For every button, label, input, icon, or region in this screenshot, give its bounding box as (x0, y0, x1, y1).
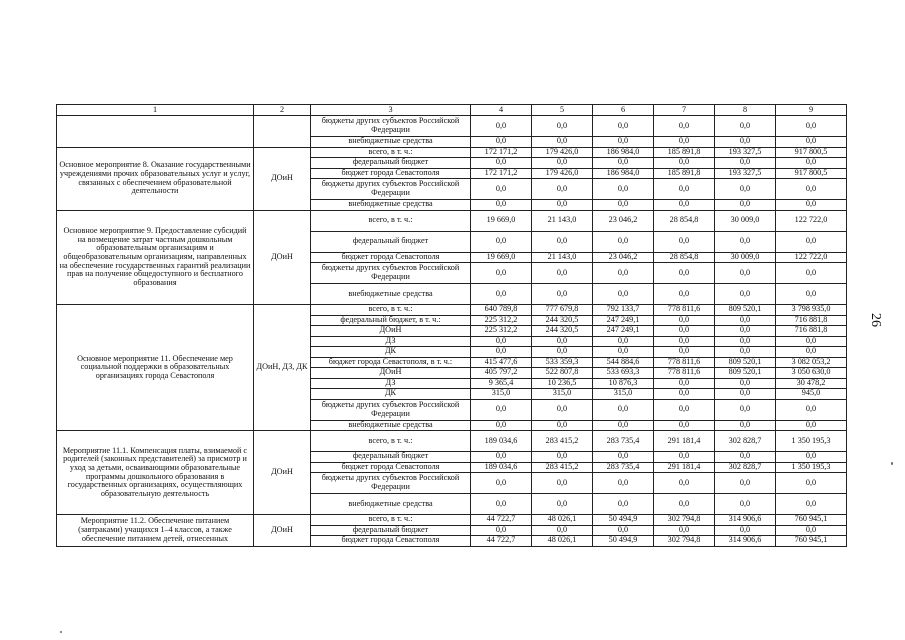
funding-source: ДОиН (311, 326, 471, 337)
year-value: 0,0 (654, 420, 715, 431)
year-value: 0,0 (715, 336, 776, 347)
year-value: 21 143,0 (532, 252, 593, 263)
activity-name: Основное мероприятие 9. Предоставление субсидий на возмещение затрат частным дошкольным образовательным организациям и общеобразовательным организациям, направленных на обеспечение государственных гарантий реализации прав на получение общедоступного и бесплатного образования (57, 210, 254, 305)
funding-source: бюджеты других субъектов Российской Федерации (311, 263, 471, 284)
year-value: 0,0 (593, 420, 654, 431)
year-value: 0,0 (471, 452, 532, 463)
year-value: 0,0 (471, 336, 532, 347)
year-value: 0,0 (593, 263, 654, 284)
funding-source: ДЗ (311, 336, 471, 347)
total-value: 3 082 053,2 (776, 357, 847, 368)
year-value: 778 811,6 (654, 357, 715, 368)
funding-source: бюджеты других субъектов Российской Федерации (311, 473, 471, 494)
year-value: 0,0 (593, 231, 654, 252)
year-value: 23 046,2 (593, 210, 654, 231)
funding-source: всего, в т. ч.: (311, 210, 471, 231)
year-value: 0,0 (471, 399, 532, 420)
total-value: 716 881,8 (776, 315, 847, 326)
table-row (57, 431, 847, 452)
year-value: 0,0 (471, 231, 532, 252)
year-value: 0,0 (471, 158, 532, 169)
year-value: 10 876,3 (593, 378, 654, 389)
total-value: 0,0 (776, 420, 847, 431)
funding-source: ДОиН (311, 368, 471, 379)
year-value: 809 520,1 (715, 357, 776, 368)
year-value: 777 679,8 (532, 305, 593, 316)
funding-source: ДК (311, 347, 471, 358)
budget-table (56, 104, 847, 547)
year-value: 185 891,8 (654, 147, 715, 158)
year-value: 0,0 (532, 158, 593, 169)
year-value: 0,0 (715, 389, 776, 400)
activity-name: Мероприятие 11.2. Обеспечение питанием (завтраками) учащихся 1–4 классов, а также обеспечение питанием детей, отнесенных (57, 515, 254, 547)
total-value: 0,0 (776, 116, 847, 137)
year-value: 0,0 (654, 231, 715, 252)
year-value: 0,0 (532, 263, 593, 284)
funding-source: бюджет города Севастополя (311, 462, 471, 473)
year-value: 283 735,4 (593, 462, 654, 473)
total-value: 917 800,5 (776, 147, 847, 158)
year-value: 0,0 (532, 116, 593, 137)
year-value: 0,0 (715, 137, 776, 148)
year-value: 0,0 (654, 200, 715, 211)
year-value: 0,0 (715, 116, 776, 137)
year-value: 0,0 (532, 525, 593, 536)
year-value: 0,0 (715, 347, 776, 358)
year-value: 522 807,8 (532, 368, 593, 379)
year-value: 315,0 (593, 389, 654, 400)
year-value: 0,0 (654, 378, 715, 389)
year-value: 533 359,3 (532, 357, 593, 368)
page-number: 26 (868, 313, 883, 327)
total-value: 760 945,1 (776, 515, 847, 526)
year-value: 792 133,7 (593, 305, 654, 316)
year-value: 179 426,0 (532, 168, 593, 179)
table-row (57, 147, 847, 158)
year-value: 244 320,5 (532, 315, 593, 326)
year-value: 189 034,6 (471, 431, 532, 452)
year-value: 30 009,0 (715, 210, 776, 231)
header-cell: 8 (715, 105, 776, 116)
header-cell: 9 (776, 105, 847, 116)
year-value: 30 009,0 (715, 252, 776, 263)
year-value: 0,0 (715, 231, 776, 252)
year-value: 0,0 (593, 137, 654, 148)
year-value: 19 669,0 (471, 210, 532, 231)
funding-source: всего, в т. ч.: (311, 431, 471, 452)
table-row (57, 210, 847, 231)
year-value: 0,0 (471, 473, 532, 494)
activity-name: Основное мероприятие 11. Обеспечение мер социальной поддержки в образовательных организациях города Севастополя (57, 305, 254, 431)
funding-source: внебюджетные средства (311, 200, 471, 211)
year-value: 244 320,5 (532, 326, 593, 337)
year-value: 405 797,2 (471, 368, 532, 379)
funding-source: бюджеты других субъектов Российской Федерации (311, 116, 471, 137)
year-value: 0,0 (715, 525, 776, 536)
total-value: 0,0 (776, 336, 847, 347)
year-value: 0,0 (654, 473, 715, 494)
total-value: 3 050 630,0 (776, 368, 847, 379)
year-value: 0,0 (471, 494, 532, 515)
total-value: 3 798 935,0 (776, 305, 847, 316)
year-value: 0,0 (593, 347, 654, 358)
year-value: 0,0 (593, 473, 654, 494)
year-value: 48 026,1 (532, 515, 593, 526)
year-value: 247 249,1 (593, 326, 654, 337)
year-value: 186 984,0 (593, 168, 654, 179)
year-value: 0,0 (471, 263, 532, 284)
year-value: 0,0 (471, 347, 532, 358)
year-value: 0,0 (532, 452, 593, 463)
funding-source: федеральный бюджет (311, 452, 471, 463)
year-value: 0,0 (654, 158, 715, 169)
activity-name (57, 116, 254, 148)
total-value: 0,0 (776, 231, 847, 252)
year-value: 0,0 (593, 284, 654, 305)
year-value: 640 789,8 (471, 305, 532, 316)
funding-source: внебюджетные средства (311, 494, 471, 515)
year-value: 0,0 (593, 116, 654, 137)
year-value: 19 669,0 (471, 252, 532, 263)
year-value: 10 236,5 (532, 378, 593, 389)
year-value: 172 171,2 (471, 168, 532, 179)
year-value: 283 415,2 (532, 462, 593, 473)
year-value: 314 906,6 (715, 515, 776, 526)
funding-source: федеральный бюджет, в т. ч.: (311, 315, 471, 326)
year-value: 0,0 (654, 336, 715, 347)
funding-source: всего, в т. ч.: (311, 147, 471, 158)
year-value: 0,0 (532, 284, 593, 305)
funding-source: внебюджетные средства (311, 420, 471, 431)
responsible-executor: ДОиН (254, 147, 311, 210)
total-value: 0,0 (776, 137, 847, 148)
funding-source: всего, в т. ч.: (311, 305, 471, 316)
header-cell: 4 (471, 105, 532, 116)
funding-source: ДЗ (311, 378, 471, 389)
year-value: 0,0 (471, 200, 532, 211)
year-value: 0,0 (532, 420, 593, 431)
year-value: 0,0 (715, 452, 776, 463)
year-value: 50 494,9 (593, 536, 654, 547)
year-value: 0,0 (654, 263, 715, 284)
total-value: 122 722,0 (776, 210, 847, 231)
year-value: 778 811,6 (654, 368, 715, 379)
total-value: 716 881,8 (776, 326, 847, 337)
year-value: 189 034,6 (471, 462, 532, 473)
responsible-executor (254, 116, 311, 148)
funding-source: внебюджетные средства (311, 137, 471, 148)
year-value: 0,0 (715, 378, 776, 389)
year-value: 0,0 (471, 137, 532, 148)
total-value: 917 800,5 (776, 168, 847, 179)
year-value: 283 415,2 (532, 431, 593, 452)
year-value: 50 494,9 (593, 515, 654, 526)
year-value: 302 828,7 (715, 462, 776, 473)
year-value: 0,0 (715, 494, 776, 515)
year-value: 0,0 (654, 494, 715, 515)
header-cell: 6 (593, 105, 654, 116)
year-value: 0,0 (654, 326, 715, 337)
year-value: 0,0 (593, 525, 654, 536)
year-value: 0,0 (654, 525, 715, 536)
responsible-executor: ДОиН (254, 431, 311, 515)
header-cell: 7 (654, 105, 715, 116)
year-value: 0,0 (715, 473, 776, 494)
funding-source: бюджеты других субъектов Российской Федерации (311, 399, 471, 420)
header-cell: 1 (57, 105, 254, 116)
year-value: 302 828,7 (715, 431, 776, 452)
year-value: 0,0 (593, 399, 654, 420)
table-row (57, 305, 847, 316)
year-value: 9 365,4 (471, 378, 532, 389)
funding-source: бюджет города Севастополя (311, 252, 471, 263)
year-value: 0,0 (593, 179, 654, 200)
total-value: 1 350 195,3 (776, 462, 847, 473)
year-value: 0,0 (471, 116, 532, 137)
total-value: 0,0 (776, 284, 847, 305)
responsible-executor: ДОиН (254, 515, 311, 547)
funding-source: всего, в т. ч.: (311, 515, 471, 526)
funding-source: внебюджетные средства (311, 284, 471, 305)
year-value: 23 046,2 (593, 252, 654, 263)
funding-source: бюджет города Севастополя, в т. ч.: (311, 357, 471, 368)
year-value: 0,0 (654, 179, 715, 200)
year-value: 315,0 (532, 389, 593, 400)
year-value: 0,0 (532, 137, 593, 148)
year-value: 0,0 (654, 399, 715, 420)
year-value: 0,0 (532, 399, 593, 420)
total-value: 1 350 195,3 (776, 431, 847, 452)
year-value: 0,0 (593, 452, 654, 463)
responsible-executor: ДОиН (254, 210, 311, 305)
funding-source: ДК (311, 389, 471, 400)
header-cell: 5 (532, 105, 593, 116)
year-value: 291 181,4 (654, 462, 715, 473)
funding-source: федеральный бюджет (311, 158, 471, 169)
year-value: 0,0 (532, 231, 593, 252)
header-row (57, 105, 847, 116)
year-value: 778 811,6 (654, 305, 715, 316)
year-value: 0,0 (715, 326, 776, 337)
scan-speck (60, 631, 62, 633)
total-value: 760 945,1 (776, 536, 847, 547)
year-value: 0,0 (532, 336, 593, 347)
year-value: 0,0 (715, 158, 776, 169)
year-value: 247 249,1 (593, 315, 654, 326)
year-value: 225 312,2 (471, 326, 532, 337)
total-value: 0,0 (776, 452, 847, 463)
total-value: 0,0 (776, 200, 847, 211)
year-value: 0,0 (654, 137, 715, 148)
funding-source: бюджеты других субъектов Российской Федерации (311, 179, 471, 200)
responsible-executor: ДОиН, ДЗ, ДК (254, 305, 311, 431)
year-value: 172 171,2 (471, 147, 532, 158)
table-row (57, 515, 847, 526)
total-value: 0,0 (776, 179, 847, 200)
year-value: 533 693,3 (593, 368, 654, 379)
year-value: 291 181,4 (654, 431, 715, 452)
header-cell: 3 (311, 105, 471, 116)
total-value: 122 722,0 (776, 252, 847, 263)
year-value: 283 735,4 (593, 431, 654, 452)
year-value: 225 312,2 (471, 315, 532, 326)
year-value: 809 520,1 (715, 305, 776, 316)
year-value: 179 426,0 (532, 147, 593, 158)
total-value: 0,0 (776, 263, 847, 284)
year-value: 0,0 (654, 389, 715, 400)
year-value: 0,0 (654, 284, 715, 305)
total-value: 0,0 (776, 525, 847, 536)
year-value: 0,0 (532, 200, 593, 211)
year-value: 0,0 (532, 494, 593, 515)
total-value: 945,0 (776, 389, 847, 400)
year-value: 302 794,8 (654, 515, 715, 526)
year-value: 21 143,0 (532, 210, 593, 231)
year-value: 544 884,6 (593, 357, 654, 368)
year-value: 0,0 (715, 399, 776, 420)
year-value: 0,0 (471, 525, 532, 536)
year-value: 0,0 (532, 179, 593, 200)
year-value: 0,0 (593, 494, 654, 515)
year-value: 28 854,8 (654, 210, 715, 231)
year-value: 185 891,8 (654, 168, 715, 179)
year-value: 314 906,6 (715, 536, 776, 547)
year-value: 0,0 (471, 284, 532, 305)
funding-source: федеральный бюджет (311, 231, 471, 252)
year-value: 302 794,8 (654, 536, 715, 547)
year-value: 0,0 (715, 179, 776, 200)
year-value: 186 984,0 (593, 147, 654, 158)
funding-source: бюджет города Севастополя (311, 536, 471, 547)
year-value: 0,0 (715, 263, 776, 284)
activity-name: Основное мероприятие 8. Оказание государственными учреждениями прочих образовательных услуг и услуг, связанных с обеспечением образовательной деятельности (57, 147, 254, 210)
total-value: 0,0 (776, 347, 847, 358)
table-row (57, 116, 847, 137)
year-value: 0,0 (715, 284, 776, 305)
year-value: 315,0 (471, 389, 532, 400)
year-value: 0,0 (654, 315, 715, 326)
activity-name: Мероприятие 11.1. Компенсация платы, взимаемой с родителей (законных представителей) за присмотр и уход за детьми, осваивающими образовательные программы дошкольного образования в государственных организациях, осуществляющих образовательную деятельность (57, 431, 254, 515)
total-value: 0,0 (776, 473, 847, 494)
year-value: 0,0 (654, 116, 715, 137)
year-value: 0,0 (593, 158, 654, 169)
total-value: 0,0 (776, 158, 847, 169)
year-value: 0,0 (471, 179, 532, 200)
year-value: 0,0 (715, 315, 776, 326)
year-value: 0,0 (654, 452, 715, 463)
year-value: 0,0 (654, 347, 715, 358)
year-value: 0,0 (593, 200, 654, 211)
year-value: 28 854,8 (654, 252, 715, 263)
year-value: 193 327,5 (715, 168, 776, 179)
total-value: 30 478,2 (776, 378, 847, 389)
year-value: 415 477,6 (471, 357, 532, 368)
year-value: 0,0 (715, 200, 776, 211)
year-value: 0,0 (593, 336, 654, 347)
year-value: 0,0 (532, 473, 593, 494)
total-value: 0,0 (776, 494, 847, 515)
year-value: 44 722,7 (471, 515, 532, 526)
year-value: 0,0 (715, 420, 776, 431)
funding-source: федеральный бюджет (311, 525, 471, 536)
year-value: 44 722,7 (471, 536, 532, 547)
scan-speck (891, 462, 893, 465)
header-cell: 2 (254, 105, 311, 116)
year-value: 0,0 (471, 420, 532, 431)
year-value: 0,0 (532, 347, 593, 358)
funding-source: бюджет города Севастополя (311, 168, 471, 179)
year-value: 48 026,1 (532, 536, 593, 547)
total-value: 0,0 (776, 399, 847, 420)
year-value: 809 520,1 (715, 368, 776, 379)
year-value: 193 327,5 (715, 147, 776, 158)
